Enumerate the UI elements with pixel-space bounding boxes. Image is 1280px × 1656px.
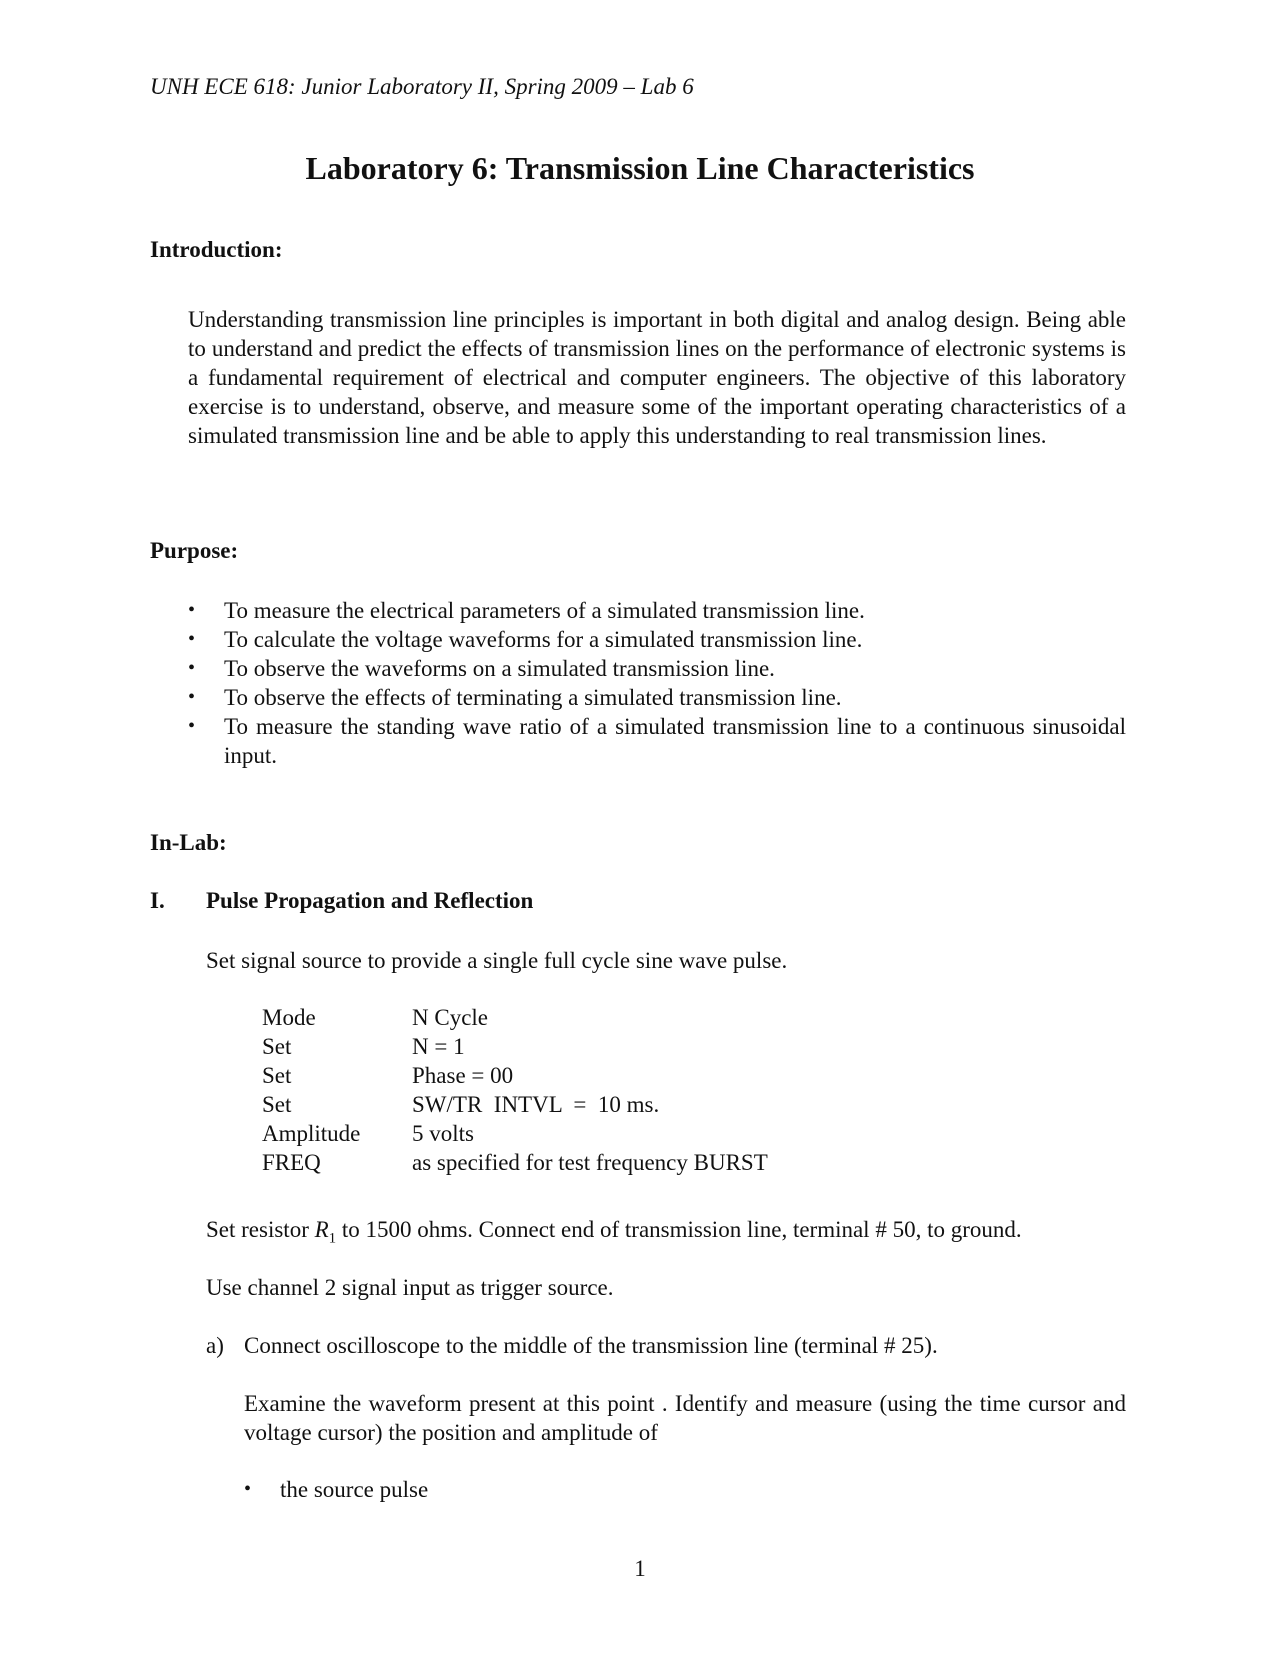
setting-value: N Cycle	[412, 1005, 489, 1030]
inlab-heading: In-Lab:	[150, 830, 227, 855]
bullet-icon: •	[244, 1478, 252, 1500]
resistor-subscript: 1	[328, 1230, 337, 1247]
setting-key: FREQ	[262, 1150, 321, 1175]
introduction-paragraph: Understanding transmission line principles is important in both digital and analog design. Being able to understand and predict the effects of transmission lines on the performance of electronic systems is a fundamental requirement of electrical and computer engineers. The objective of this laboratory exercise is to understand, observe, and measure some of the important operating characteristics of a simulated transmission line and be able to apply this understanding to real transmission lines.	[188, 307, 1126, 448]
setting-value: as specified for test frequency BURST	[412, 1150, 768, 1175]
table-row	[262, 1061, 768, 1090]
list-item-text: the source pulse	[280, 1477, 429, 1502]
item-label: a)	[206, 1333, 224, 1358]
list-item-text: To observe the waveforms on a simulated transmission line.	[224, 656, 775, 681]
bullet-icon: •	[188, 686, 196, 708]
purpose-list	[188, 596, 1126, 770]
list-item	[188, 596, 1126, 625]
list-item	[188, 654, 1126, 683]
list-item	[188, 625, 1126, 654]
resistor-text-post: to 1500 ohms. Connect end of transmission line, terminal # 50, to ground.	[336, 1217, 1022, 1242]
setting-key: Set	[262, 1034, 292, 1059]
resistor-variable: R	[314, 1217, 329, 1242]
setting-value: N = 1	[412, 1034, 465, 1059]
section-number: I.	[150, 888, 165, 913]
list-item-text: To calculate the voltage waveforms for a simulated transmission line.	[224, 627, 863, 652]
bullet-icon: •	[188, 628, 196, 650]
setting-value: 5 volts	[412, 1121, 474, 1146]
list-item	[188, 683, 1126, 712]
item-text: Connect oscilloscope to the middle of the transmission line (terminal # 25).	[244, 1333, 938, 1358]
purpose-heading: Purpose:	[150, 538, 239, 563]
section-title: Pulse Propagation and Reflection	[206, 888, 534, 913]
introduction-heading: Introduction:	[150, 237, 283, 262]
bullet-icon: •	[188, 715, 196, 737]
list-item-text: To measure the standing wave ratio of a simulated transmission line to a continuous sinusoidal input.	[224, 714, 1126, 768]
list-item-text: To measure the electrical parameters of a simulated transmission line.	[224, 598, 865, 623]
table-row	[262, 1148, 768, 1177]
table-row	[262, 1090, 768, 1119]
table-row	[262, 1119, 768, 1148]
setup-instruction: Set signal source to provide a single full cycle sine wave pulse.	[206, 948, 788, 973]
bullet-icon: •	[188, 657, 196, 679]
table-row	[262, 1032, 768, 1061]
setting-key: Set	[262, 1092, 292, 1117]
resistor-text-pre: Set resistor	[206, 1217, 315, 1242]
resistor-instruction	[206, 1215, 1022, 1254]
setting-key: Set	[262, 1063, 292, 1088]
list-item	[188, 712, 1126, 770]
list-item-text: To observe the effects of terminating a simulated transmission line.	[224, 685, 842, 710]
running-header: UNH ECE 618: Junior Laboratory II, Spring 2009 – Lab 6	[150, 74, 694, 99]
table-row	[262, 1003, 768, 1032]
page-number: 1	[634, 1556, 646, 1581]
bullet-icon: •	[188, 599, 196, 621]
setting-value: SW/TR INTVL = 10 ms.	[412, 1092, 660, 1117]
examine-paragraph: Examine the waveform present at this point . Identify and measure (using the time cursor and voltage cursor) the position and amplitude of	[244, 1391, 1126, 1445]
setting-key: Mode	[262, 1005, 316, 1030]
settings-table	[262, 1003, 768, 1177]
setting-key: Amplitude	[262, 1121, 361, 1146]
trigger-instruction: Use channel 2 signal input as trigger source.	[206, 1275, 614, 1300]
document-title: Laboratory 6: Transmission Line Characteristics	[305, 150, 975, 186]
setting-value: Phase = 00	[412, 1063, 514, 1088]
